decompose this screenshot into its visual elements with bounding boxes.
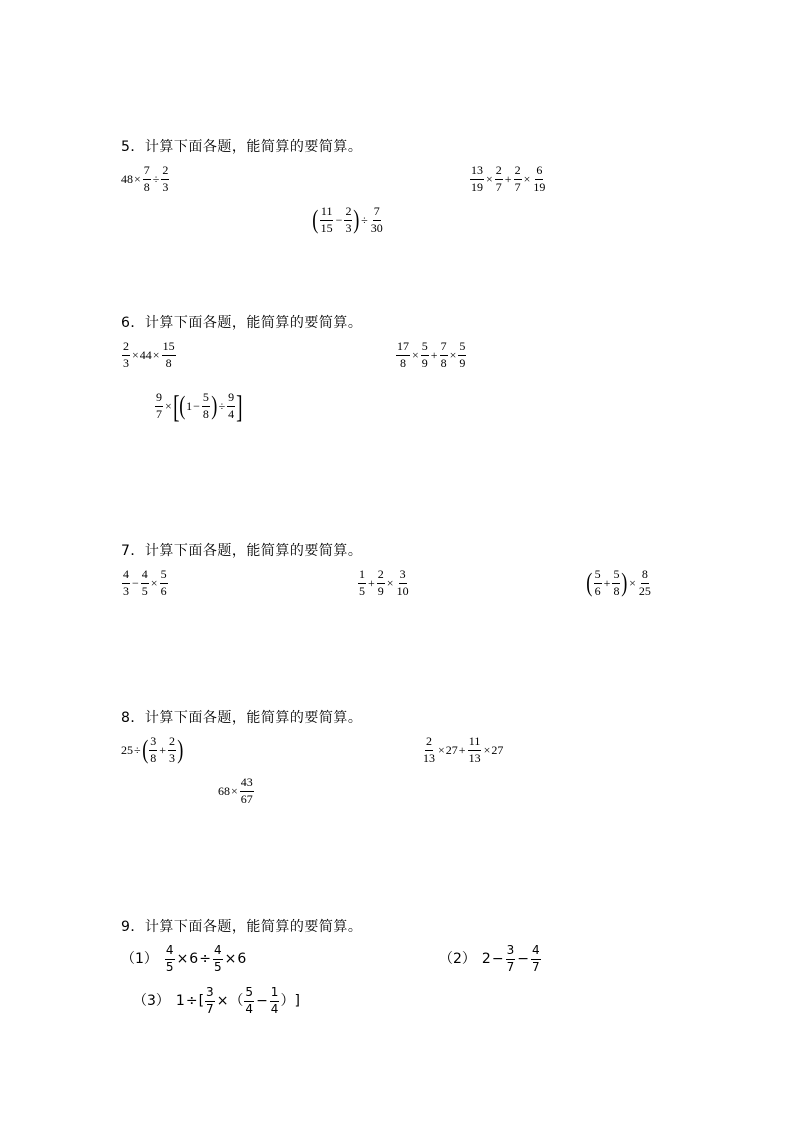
left-paren: ( xyxy=(141,735,148,765)
left-paren: （ xyxy=(229,993,244,1010)
section-6-heading: 6．计算下面各题，能简算的要简算。 xyxy=(121,315,363,331)
expr-9-1 xyxy=(121,944,246,975)
whole-number: 1 xyxy=(175,993,185,1010)
fraction: $\frac{3}{7}$ xyxy=(506,943,515,974)
expr-8-1 xyxy=(121,735,184,766)
times-sign: × xyxy=(216,993,229,1010)
expr-5-1 xyxy=(121,164,170,195)
item-label: （3） xyxy=(133,993,170,1010)
minus-sign: − xyxy=(517,951,529,968)
fraction: $\frac{4}{5}$ xyxy=(165,943,174,974)
expr-6-2 xyxy=(395,340,467,371)
expr-9-2 xyxy=(439,944,542,975)
fraction: $\frac{7}{8}$ xyxy=(143,163,150,194)
times-sign: × xyxy=(449,348,457,363)
times-sign: × xyxy=(483,743,491,758)
fraction: $\frac{5}{6}$ xyxy=(594,567,601,598)
divide-sign: ÷ xyxy=(185,993,198,1010)
fraction: $\frac{5}{9}$ xyxy=(459,339,466,370)
times-sign: × xyxy=(231,784,238,799)
right-paren: ) xyxy=(211,391,218,420)
whole-number: 6 xyxy=(237,951,247,968)
times-sign: × xyxy=(629,576,636,591)
fraction: $\frac{17}{8}$ xyxy=(397,339,409,370)
section-7-heading: 7．计算下面各题，能简算的要简算。 xyxy=(121,543,363,559)
times-sign: × xyxy=(224,951,237,968)
times-sign: × xyxy=(523,172,531,187)
whole-number: 68 xyxy=(218,784,230,799)
times-sign: × xyxy=(152,348,160,363)
plus-sign: + xyxy=(504,172,512,187)
fraction: $\frac{4}{5}$ xyxy=(213,943,222,974)
fraction: $\frac{9}{7}$ xyxy=(156,389,162,421)
fraction: $\frac{4}{7}$ xyxy=(531,943,540,974)
fraction: $\frac{6}{19}$ xyxy=(533,163,546,194)
fraction: $\frac{2}{3}$ xyxy=(169,734,176,765)
fraction: $\frac{43}{67}$ xyxy=(240,775,253,806)
whole-number: 1 xyxy=(186,399,193,413)
plus-sign: + xyxy=(159,743,167,758)
fraction: $\frac{5}{8}$ xyxy=(202,389,209,421)
whole-number: 25 xyxy=(121,743,133,758)
plus-sign: + xyxy=(368,576,375,591)
fraction: $\frac{2}{3}$ xyxy=(123,339,129,370)
times-sign: × xyxy=(176,951,189,968)
minus-sign: − xyxy=(335,213,343,228)
minus-sign: − xyxy=(256,993,268,1010)
divide-sign: ÷ xyxy=(218,399,226,413)
fraction: $\frac{5}{9}$ xyxy=(421,339,428,370)
left-bracket: [ xyxy=(198,993,205,1010)
right-paren: ) xyxy=(621,568,628,598)
expr-7-2 xyxy=(357,568,411,599)
fraction: $\frac{2}{3}$ xyxy=(345,204,352,235)
left-paren: ( xyxy=(179,391,186,420)
minus-sign: − xyxy=(132,576,139,591)
fraction: $\frac{15}{8}$ xyxy=(162,339,175,370)
plus-sign: + xyxy=(458,743,466,758)
left-paren: ( xyxy=(312,205,319,235)
times-sign: × xyxy=(150,576,158,591)
expr-5-3 xyxy=(312,205,385,236)
left-bracket: [ xyxy=(172,388,180,424)
fraction: $\frac{11}{13}$ xyxy=(468,734,481,765)
times-sign: × xyxy=(134,172,141,187)
divide-sign: ÷ xyxy=(152,172,160,187)
divide-sign: ÷ xyxy=(361,213,368,228)
fraction: $\frac{3}{8}$ xyxy=(150,734,157,765)
expr-8-2 xyxy=(421,735,503,766)
expr-7-3 xyxy=(586,568,653,599)
expr-7-1 xyxy=(121,568,169,599)
fraction: $\frac{3}{10}$ xyxy=(396,567,409,598)
section-9-heading: 9．计算下面各题，能简算的要简算。 xyxy=(121,919,363,935)
fraction: $\frac{2}{9}$ xyxy=(377,567,384,598)
right-paren: ) xyxy=(353,205,360,235)
times-sign: × xyxy=(132,348,139,363)
times-sign: × xyxy=(438,743,445,758)
fraction: $\frac{5}{6}$ xyxy=(160,567,167,598)
fraction: $\frac{2}{7}$ xyxy=(495,163,502,194)
item-label: （1） xyxy=(121,951,158,968)
fraction: $\frac{11}{15}$ xyxy=(320,204,333,235)
fraction: $\frac{7}{8}$ xyxy=(440,339,447,370)
times-sign: × xyxy=(412,348,419,363)
times-sign: × xyxy=(386,576,394,591)
times-sign: × xyxy=(165,399,172,413)
divide-sign: ÷ xyxy=(134,743,141,758)
expr-6-3 xyxy=(154,390,243,422)
item-label: （2） xyxy=(439,951,476,968)
fraction: $\frac{13}{19}$ xyxy=(471,163,483,194)
right-bracket: ] xyxy=(294,993,300,1010)
whole-number: 48 xyxy=(121,172,133,187)
fraction: $\frac{8}{25}$ xyxy=(638,567,651,598)
whole-number: 44 xyxy=(139,348,152,363)
fraction: $\frac{1}{4}$ xyxy=(270,985,279,1016)
minus-sign: − xyxy=(491,951,504,968)
right-bracket: ] xyxy=(236,388,243,424)
expr-8-3 xyxy=(218,776,255,807)
fraction: $\frac{4}{5}$ xyxy=(141,567,148,598)
minus-sign: − xyxy=(193,399,200,413)
fraction: $\frac{9}{4}$ xyxy=(228,389,235,421)
expr-9-3 xyxy=(133,986,300,1017)
expr-5-2 xyxy=(469,164,547,195)
divide-sign: ÷ xyxy=(199,951,211,968)
expr-6-1 xyxy=(121,340,177,371)
section-5-heading: 5．计算下面各题，能简算的要简算。 xyxy=(121,139,363,155)
whole-number: 2 xyxy=(481,951,491,968)
fraction: $\frac{4}{3}$ xyxy=(123,567,129,598)
left-paren: ( xyxy=(586,568,593,598)
plus-sign: + xyxy=(430,348,438,363)
whole-number: 27 xyxy=(491,743,504,758)
whole-number: 27 xyxy=(445,743,458,758)
fraction: $\frac{5}{4}$ xyxy=(245,985,254,1016)
right-paren: ） xyxy=(280,993,295,1010)
fraction: $\frac{2}{13}$ xyxy=(423,734,435,765)
fraction: $\frac{5}{8}$ xyxy=(613,567,620,598)
fraction: $\frac{3}{7}$ xyxy=(206,985,214,1016)
fraction: $\frac{7}{30}$ xyxy=(370,204,383,235)
whole-number: 6 xyxy=(189,951,199,968)
times-sign: × xyxy=(486,172,493,187)
fraction: $\frac{2}{7}$ xyxy=(514,163,521,194)
fraction: $\frac{1}{5}$ xyxy=(359,567,365,598)
plus-sign: + xyxy=(603,576,611,591)
section-8-heading: 8．计算下面各题，能简算的要简算。 xyxy=(121,710,363,726)
fraction: $\frac{2}{3}$ xyxy=(162,163,169,194)
right-paren: ) xyxy=(177,735,184,765)
